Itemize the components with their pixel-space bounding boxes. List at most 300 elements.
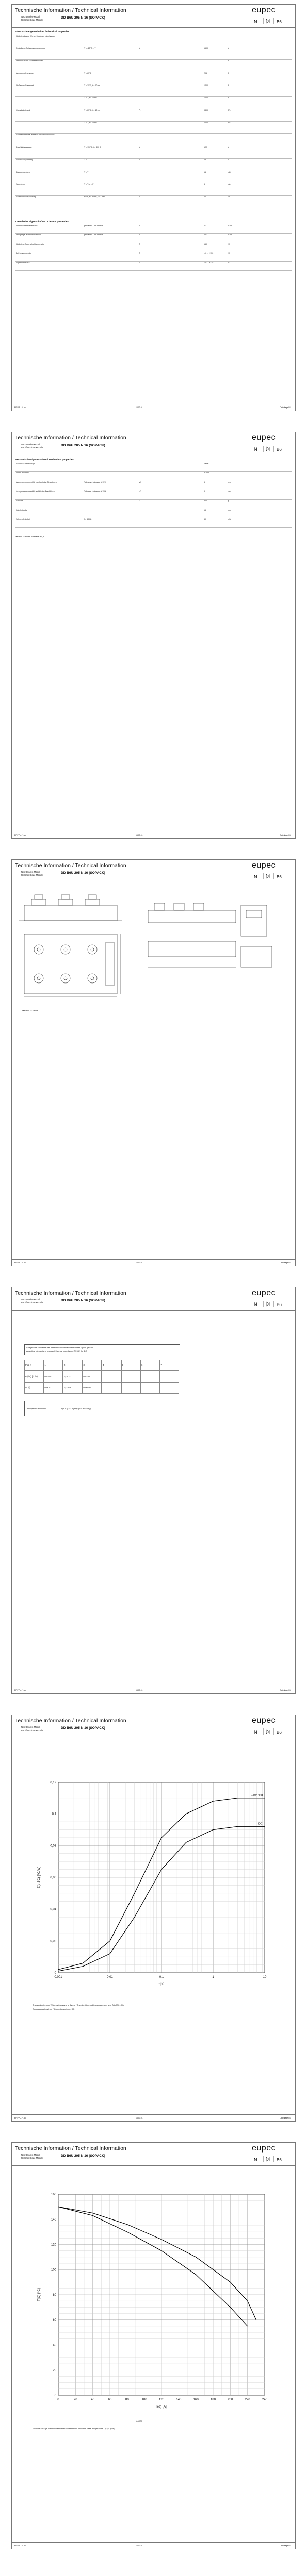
y-axis-label: T(C) [°C] bbox=[37, 2288, 41, 2301]
header-type: DD B6U 205 N 16 (SOPACK) bbox=[61, 2154, 105, 2158]
table-header-cell: 4 bbox=[102, 1360, 121, 1371]
table-row bbox=[15, 133, 292, 146]
table-cell: °C bbox=[228, 252, 230, 255]
table-cell: RMS, f = 50 Hz, t = 1 min bbox=[84, 196, 105, 198]
footer-right: Datenlage 0/1 bbox=[280, 1262, 291, 1264]
subtitle-en: Rectifier Diode Module bbox=[21, 18, 43, 21]
header-type: DD B6U 205 N 16 (SOPACK) bbox=[61, 1726, 105, 1730]
footer-date: 16.03.01 bbox=[136, 834, 143, 836]
circuit-symbol-icon bbox=[253, 1300, 290, 1308]
x-tick-label: 10 bbox=[263, 1976, 267, 1979]
table-row bbox=[15, 499, 292, 509]
zth-table bbox=[24, 1360, 179, 1396]
table-cell bbox=[121, 1382, 141, 1394]
section-title-mechanical: Mechanische Eigenschaften / Mechanical properties bbox=[15, 458, 74, 461]
table-cell: Isolations-Prüfspannung bbox=[16, 196, 36, 198]
table-cell: Kriechstrecke bbox=[16, 509, 27, 511]
header-title: Technische Information / Technical Information bbox=[15, 862, 126, 869]
footer-left: BIP PPU.? ..c.c bbox=[14, 1262, 27, 1264]
y-tick-label: 0 bbox=[54, 2394, 56, 2397]
subtitle-de: Netz-Dioden-Modul bbox=[21, 15, 40, 18]
table-cell: Toleranz / tolerance ± 15% bbox=[84, 490, 106, 493]
circuit-symbol-icon bbox=[253, 2155, 290, 2163]
table-cell: Schleusenspannung bbox=[16, 159, 33, 161]
zth-title-en: Analytical elements of transient thermal impedance Z(thJC) for DC bbox=[26, 1350, 87, 1352]
footer-date: 16.03.01 bbox=[136, 1262, 143, 1264]
x-tick-label: 60 bbox=[108, 2398, 112, 2401]
table-cell: 1,8 bbox=[204, 171, 206, 173]
table-cell: pro Modul / per module bbox=[84, 234, 103, 236]
table-cell: 0,00256 bbox=[83, 1382, 102, 1394]
table-cell: R(thn) [°C/W] bbox=[24, 1371, 44, 1382]
x-tick-label: 220 bbox=[245, 2398, 250, 2401]
eupec-logo bbox=[252, 1716, 291, 1725]
table-cell: 1200 bbox=[204, 97, 208, 99]
table-cell: 0,0437 bbox=[63, 1371, 83, 1382]
table-row bbox=[15, 183, 292, 196]
y-tick-label: 80 bbox=[53, 2294, 56, 2297]
subtitle-de: Netz-Dioden-Modul bbox=[21, 871, 40, 873]
zth-chart bbox=[33, 1777, 275, 1993]
table-cell: V bbox=[139, 47, 140, 49]
circuit-symbol-icon bbox=[253, 1727, 290, 1736]
footer-date: 16.03.01 bbox=[136, 2117, 143, 2119]
footer-left: BIP PPU.? ..c.c bbox=[14, 2117, 27, 2119]
footer-right: Datenlage 0/1 bbox=[280, 2117, 291, 2119]
datasheet-page-4 bbox=[11, 1287, 296, 1694]
circuit-symbol-icon bbox=[253, 872, 290, 880]
table-cell bbox=[102, 1382, 121, 1394]
outline-caption: Maßbild / Outline bbox=[22, 1009, 38, 1012]
table-cell: G bbox=[139, 500, 140, 502]
table-cell: Innerer Wärmewiderstand bbox=[16, 225, 38, 227]
footer-left: BIP PPU.? ..c.c bbox=[14, 2545, 27, 2547]
svg-text:B6: B6 bbox=[277, 2158, 282, 2162]
x-tick-label: 160 bbox=[193, 2398, 199, 2401]
table-cell: T = T bbox=[84, 171, 89, 173]
table-row bbox=[15, 518, 292, 528]
logo-text: eupec bbox=[252, 1716, 276, 1725]
table-header-cell: 3 bbox=[83, 1360, 102, 1371]
table-cell: Gewicht bbox=[16, 500, 23, 502]
table-row bbox=[15, 261, 292, 271]
series-label: 180° rect bbox=[251, 1793, 263, 1797]
table-row bbox=[15, 84, 292, 97]
table-cell: τn [s] bbox=[24, 1382, 44, 1394]
x-tick-label: 1 bbox=[212, 1976, 214, 1979]
table-cell: T = T bbox=[84, 159, 89, 161]
table-cell: 300 bbox=[204, 500, 207, 502]
table-cell: Ausgangsgleichstrom bbox=[16, 72, 34, 74]
section-title-electrical: Elektrische Eigenschaften / Electrical properties bbox=[15, 30, 70, 33]
table-cell: °C/W bbox=[228, 234, 232, 236]
table-cell: 2,5 bbox=[204, 196, 206, 198]
table-cell: Höchstzul. Sperrschichttemperatur bbox=[16, 243, 45, 245]
table-cell: Periodische Spitzensperrspannung bbox=[16, 47, 45, 49]
table-row bbox=[15, 471, 292, 481]
header-title: Technische Information / Technical Information bbox=[15, 1718, 126, 1724]
table-cell: T = -40°C ... T bbox=[84, 47, 96, 49]
table-cell: 9800 bbox=[204, 109, 208, 111]
svg-text:B6: B6 bbox=[277, 447, 282, 452]
header-title: Technische Information / Technical Information bbox=[15, 7, 126, 13]
table-cell: Seite 3 bbox=[204, 463, 210, 465]
table-cell: Ersatzwiderstand bbox=[16, 171, 30, 173]
table-row bbox=[15, 462, 292, 472]
table-cell: 0,0231 bbox=[83, 1371, 102, 1382]
table-row bbox=[15, 59, 292, 72]
y-tick-label: 0,04 bbox=[50, 1908, 56, 1911]
table-cell: T bbox=[139, 262, 140, 264]
y-axis-label: Z(thJC) [°C/W] bbox=[37, 1866, 41, 1889]
header-title: Technische Information / Technical Information bbox=[15, 1290, 126, 1296]
circuit-symbol-icon bbox=[253, 445, 290, 453]
table-cell: kV bbox=[228, 196, 230, 198]
table-cell: T = T, t = 10 ms bbox=[84, 97, 97, 99]
table-row bbox=[15, 509, 292, 518]
table-cell: A bbox=[228, 97, 229, 99]
y-tick-label: 100 bbox=[51, 2268, 56, 2272]
subtitle-de: Netz-Dioden-Modul bbox=[21, 1298, 40, 1301]
svg-text:B6: B6 bbox=[277, 20, 282, 24]
x-tick-label: 80 bbox=[125, 2398, 129, 2401]
y-tick-label: 60 bbox=[53, 2318, 56, 2322]
svg-text:B6: B6 bbox=[277, 875, 282, 879]
table-cell: Höchstzulässige Werte / Maximum rated values bbox=[16, 35, 55, 37]
subtitle-en: Rectifier Diode Module bbox=[21, 446, 43, 449]
page-header bbox=[12, 5, 295, 28]
header-subtitle bbox=[21, 443, 43, 449]
x-tick-label: 180 bbox=[210, 2398, 216, 2401]
page-footer bbox=[12, 2542, 295, 2549]
formula-label: Analytische Funktion: bbox=[27, 1407, 47, 1410]
table-cell: T = T, v = V bbox=[84, 183, 94, 185]
subtitle-en: Rectifier Diode Module bbox=[21, 1301, 43, 1304]
table-cell bbox=[121, 1371, 141, 1382]
table-cell: A bbox=[228, 84, 229, 87]
table-cell: M1 bbox=[139, 481, 141, 483]
datasheet-page-5 bbox=[11, 1715, 296, 2122]
section-title-thermal: Thermische Eigenschaften / Thermal properties bbox=[15, 220, 69, 223]
footer-right: Datenlage 0/1 bbox=[280, 2545, 291, 2547]
table-header-cell: 1 bbox=[44, 1360, 63, 1371]
zth-title-de: Analytische Elemente des transienten Wärmewiderstandes Z(thJC) für DC bbox=[26, 1346, 94, 1349]
table-cell: 0,1 bbox=[204, 225, 206, 227]
y-tick-label: 0 bbox=[54, 1972, 56, 1975]
x-tick-label: 200 bbox=[228, 2398, 233, 2401]
header-subtitle bbox=[21, 871, 43, 876]
eupec-logo bbox=[252, 861, 291, 870]
subtitle-de: Netz-Dioden-Modul bbox=[21, 443, 40, 446]
table-cell: 50 bbox=[204, 518, 206, 520]
table-row bbox=[15, 224, 292, 234]
table-row bbox=[15, 146, 292, 159]
chart1-caption: Transienter innerer Wärmewiderstand je Zweig / Transient thermal impedance per arm Z(thJC) = f(t) bbox=[33, 2004, 124, 2006]
table-header-cell: 7 bbox=[160, 1360, 180, 1371]
subtitle-en: Rectifier Diode Module bbox=[21, 873, 43, 876]
table-row bbox=[15, 252, 292, 262]
table-cell: I²t bbox=[139, 109, 141, 111]
table-cell: Schwingfestigkeit bbox=[16, 518, 30, 520]
datasheet-page-3 bbox=[11, 859, 296, 1266]
formula: Z(thJC) = Σ R(thn) (1 − e^(−t/τn)) bbox=[61, 1407, 91, 1410]
table-cell: Lagertemperatur bbox=[16, 262, 30, 264]
table-cell: °C bbox=[228, 243, 230, 245]
header-subtitle bbox=[21, 2154, 43, 2159]
table-cell: M2 bbox=[139, 490, 141, 493]
table-cell: A²s bbox=[228, 109, 231, 111]
x-tick-label: 0,01 bbox=[107, 1976, 113, 1979]
y-tick-label: 0,08 bbox=[50, 1844, 56, 1848]
footer-right: Datenlage 0/1 bbox=[280, 834, 291, 836]
table-cell: T = T, t = 10 ms bbox=[84, 122, 97, 124]
table-cell: T = 85°C bbox=[84, 72, 92, 74]
footer-date: 16.03.01 bbox=[136, 406, 143, 409]
x-tick-label: 100 bbox=[141, 2398, 147, 2401]
table-header-cell: 2 bbox=[63, 1360, 83, 1371]
table-cell: A²s bbox=[228, 122, 231, 124]
symbol-label: N bbox=[254, 1730, 257, 1735]
table-cell: Anzugsdrehmoment für elektrische Anschlüsse bbox=[16, 490, 55, 493]
table-cell: V bbox=[228, 146, 229, 148]
table-cell: Durchlaßspannung bbox=[16, 146, 32, 148]
table-cell: R bbox=[139, 225, 140, 227]
table-row bbox=[15, 121, 292, 134]
header-title: Technische Information / Technical Information bbox=[15, 435, 126, 441]
header-subtitle bbox=[21, 1726, 43, 1732]
table-cell: mΩ bbox=[228, 171, 231, 173]
y-tick-label: 0,1 bbox=[52, 1812, 56, 1816]
footer-left: BIP PPU.? ..c.c bbox=[14, 1689, 27, 1691]
table-cell: A bbox=[228, 60, 229, 62]
table-cell: V bbox=[139, 159, 140, 161]
symbol-label: N bbox=[254, 874, 257, 879]
y-tick-label: 160 bbox=[51, 2193, 56, 2196]
chart2-caption: Höchstzulässige Gehäusetemperatur / Maximum allowable case temperature T(C) = f(I(d)) bbox=[33, 2427, 115, 2430]
table-header-cell: 6 bbox=[140, 1360, 160, 1371]
page-header bbox=[12, 1715, 295, 1738]
table-cell: 5 bbox=[204, 481, 205, 483]
subtitle-de: Netz-Dioden-Modul bbox=[21, 2154, 40, 2156]
logo-text: eupec bbox=[252, 861, 276, 870]
table-header-cell: Pos. n bbox=[24, 1360, 44, 1371]
subtitle-en: Rectifier Diode Module bbox=[21, 2156, 43, 2159]
subtitle-en: Rectifier Diode Module bbox=[21, 1728, 43, 1732]
zth-table-frame bbox=[24, 1344, 180, 1355]
table-cell: 0,00121 bbox=[44, 1382, 63, 1394]
table-cell: Toleranz / tolerance ± 15% bbox=[84, 481, 106, 483]
formula-frame bbox=[24, 1401, 180, 1416]
table-row bbox=[15, 490, 292, 500]
table-cell: 1400 bbox=[204, 84, 208, 87]
symbol-label: N bbox=[254, 1302, 257, 1307]
subtitle-de: Netz-Dioden-Modul bbox=[21, 1726, 40, 1728]
table-cell: Übergangs-Wärmewiderstand bbox=[16, 234, 41, 236]
x-tick-label: 0 bbox=[57, 2398, 59, 2401]
table-cell: 5 bbox=[204, 183, 205, 185]
table-cell: T bbox=[139, 243, 140, 245]
y-tick-label: 20 bbox=[53, 2369, 56, 2372]
table-row bbox=[15, 195, 292, 208]
chart2-caption-2: I(d) [A] bbox=[136, 2420, 142, 2422]
logo-text: eupec bbox=[252, 2144, 276, 2153]
x-tick-label: 0,1 bbox=[159, 1976, 164, 1979]
table-row bbox=[15, 158, 292, 171]
table-cell: A bbox=[228, 72, 229, 74]
table-cell: 15 bbox=[204, 509, 206, 511]
table-cell: Gehäuse, siehe Anlage bbox=[16, 463, 36, 465]
y-tick-label: 140 bbox=[51, 2218, 56, 2222]
table-cell: Charakteristische Werte / Characteristic values bbox=[16, 134, 55, 136]
x-tick-label: 120 bbox=[158, 2398, 165, 2401]
table-cell: -40 ... +150 bbox=[204, 252, 214, 255]
x-tick-label: 20 bbox=[73, 2398, 77, 2401]
table-cell: Sperrstrom bbox=[16, 183, 25, 185]
logo-text: eupec bbox=[252, 6, 276, 14]
table-row bbox=[15, 109, 292, 122]
datasheet-page-2 bbox=[11, 432, 296, 839]
table-cell: 0,0189 bbox=[63, 1382, 83, 1394]
symbol-label: N bbox=[254, 2157, 257, 2162]
table-row bbox=[15, 47, 292, 60]
table-cell: Innere Isolation bbox=[16, 472, 29, 474]
table-cell: Nm bbox=[228, 490, 231, 493]
table-cell: Nm bbox=[228, 481, 231, 483]
table-cell bbox=[140, 1382, 160, 1394]
eupec-logo bbox=[252, 433, 291, 443]
eupec-logo bbox=[252, 1289, 291, 1298]
x-tick-label: 40 bbox=[91, 2398, 95, 2401]
table-cell: r bbox=[139, 171, 140, 173]
chart1-caption-2: Ausgangsgleichstrom / Current waveform: DC bbox=[33, 2008, 75, 2010]
table-cell: Betriebstemperatur bbox=[16, 252, 32, 255]
table-cell: V bbox=[139, 196, 140, 198]
x-axis-label: t [s] bbox=[158, 1982, 165, 1986]
page-header bbox=[12, 2143, 295, 2166]
outline-drawing bbox=[19, 890, 287, 1003]
symbol-label: N bbox=[254, 447, 257, 452]
table-row bbox=[15, 243, 292, 252]
page-footer bbox=[12, 1687, 295, 1693]
datasheet-page-6 bbox=[11, 2142, 296, 2549]
table-cell: Grenzlastintegral bbox=[16, 109, 30, 111]
page-footer bbox=[12, 1259, 295, 1266]
table-cell: 150 bbox=[204, 243, 207, 245]
table-row bbox=[15, 171, 292, 183]
table-cell: mm bbox=[228, 509, 231, 511]
table-cell: Stoßstrom-Grenzwert bbox=[16, 84, 34, 87]
page-footer bbox=[12, 832, 295, 838]
eupec-logo bbox=[252, 2144, 291, 2153]
table-row bbox=[15, 35, 292, 47]
header-title: Technische Information / Technical Information bbox=[15, 2145, 126, 2151]
table-cell: g bbox=[228, 500, 229, 502]
header-type: DD B6U 205 N 16 (SOPACK) bbox=[61, 1299, 105, 1302]
page-header bbox=[12, 1287, 295, 1311]
case-temp-chart bbox=[33, 2189, 275, 2416]
x-axis-label: I(d) [A] bbox=[156, 2405, 167, 2409]
table-cell: 5 bbox=[204, 490, 205, 493]
table-cell bbox=[140, 1371, 160, 1382]
table-cell: 1600 bbox=[204, 47, 208, 49]
x-tick-label: 240 bbox=[262, 2398, 268, 2401]
header-type: DD B6U 205 N 16 (SOPACK) bbox=[61, 871, 105, 875]
table-cell: V bbox=[228, 159, 229, 161]
table-cell: V bbox=[228, 47, 229, 49]
table-cell bbox=[160, 1371, 180, 1382]
x-tick-label: 0,001 bbox=[54, 1976, 62, 1979]
table-cell: pro Modul / per module bbox=[84, 225, 103, 227]
header-subtitle bbox=[21, 15, 43, 21]
y-tick-label: 120 bbox=[51, 2243, 56, 2247]
symbol-label: N bbox=[254, 19, 257, 24]
header-type: DD B6U 205 N 16 (SOPACK) bbox=[61, 16, 105, 20]
circuit-symbol-icon bbox=[253, 17, 290, 25]
y-tick-label: 40 bbox=[53, 2344, 56, 2347]
header-subtitle bbox=[21, 1298, 43, 1304]
table-header-cell: 5 bbox=[121, 1360, 141, 1371]
table-row bbox=[15, 72, 292, 84]
footer-date: 16.03.01 bbox=[136, 2545, 143, 2547]
table-cell: T = 25°C, t = 10 ms bbox=[84, 109, 101, 111]
table-cell: m/s² bbox=[228, 518, 231, 520]
y-tick-label: 0,02 bbox=[50, 1940, 56, 1943]
table-cell: mA bbox=[228, 183, 231, 185]
table-cell: T bbox=[139, 252, 140, 255]
table-cell: Al2O3 bbox=[204, 472, 209, 474]
footer-date: 16.03.01 bbox=[136, 1689, 143, 1691]
y-tick-label: 0,06 bbox=[50, 1876, 56, 1879]
footer-right: Datenlage 0/1 bbox=[280, 406, 291, 409]
header-type: DD B6U 205 N 16 (SOPACK) bbox=[61, 444, 105, 447]
table-cell: 205 bbox=[204, 72, 207, 74]
table-cell: T = 150°C, i = 300 A bbox=[84, 146, 101, 148]
datasheet-page-1 bbox=[11, 4, 296, 411]
table-cell: 1,33 bbox=[204, 146, 207, 148]
svg-text:B6: B6 bbox=[277, 1730, 282, 1735]
eupec-logo bbox=[252, 6, 291, 15]
series-label: DC bbox=[258, 1822, 263, 1826]
page-footer bbox=[12, 404, 295, 411]
page-header bbox=[12, 432, 295, 455]
table-row bbox=[15, 481, 292, 490]
outline-note: Maßbild / Outline Toleranz: ±0,5 bbox=[15, 535, 44, 538]
table-cell bbox=[160, 1382, 180, 1394]
x-tick-label: 140 bbox=[176, 2398, 182, 2401]
table-cell: 7200 bbox=[204, 122, 208, 124]
footer-left: BIP PPU.? ..c.c bbox=[14, 834, 27, 836]
table-cell: 0,03 bbox=[204, 234, 207, 236]
logo-text: eupec bbox=[252, 1289, 276, 1297]
table-cell: R bbox=[139, 234, 140, 236]
table-cell bbox=[102, 1371, 121, 1382]
table-cell: 0,0315 bbox=[44, 1371, 63, 1382]
table-row bbox=[15, 96, 292, 109]
table-cell: °C/W bbox=[228, 225, 232, 227]
y-tick-label: 0,12 bbox=[50, 1781, 56, 1784]
logo-text: eupec bbox=[252, 433, 276, 442]
table-cell: T = 25°C, t = 10 ms bbox=[84, 84, 101, 87]
table-cell: Anzugsdrehmoment für mechanische Befestigung bbox=[16, 481, 57, 483]
table-cell: °C bbox=[228, 262, 230, 264]
table-cell: -40 ... +125 bbox=[204, 262, 214, 264]
table-cell: f = 50 Hz bbox=[84, 518, 92, 520]
footer-right: Datenlage 0/1 bbox=[280, 1689, 291, 1691]
page-header bbox=[12, 860, 295, 883]
footer-left: BIP PPU.? ..c.c bbox=[14, 406, 27, 409]
svg-text:B6: B6 bbox=[277, 1302, 282, 1307]
table-cell: Durchlaßstrom-Grenzeffektivwert bbox=[16, 60, 43, 62]
